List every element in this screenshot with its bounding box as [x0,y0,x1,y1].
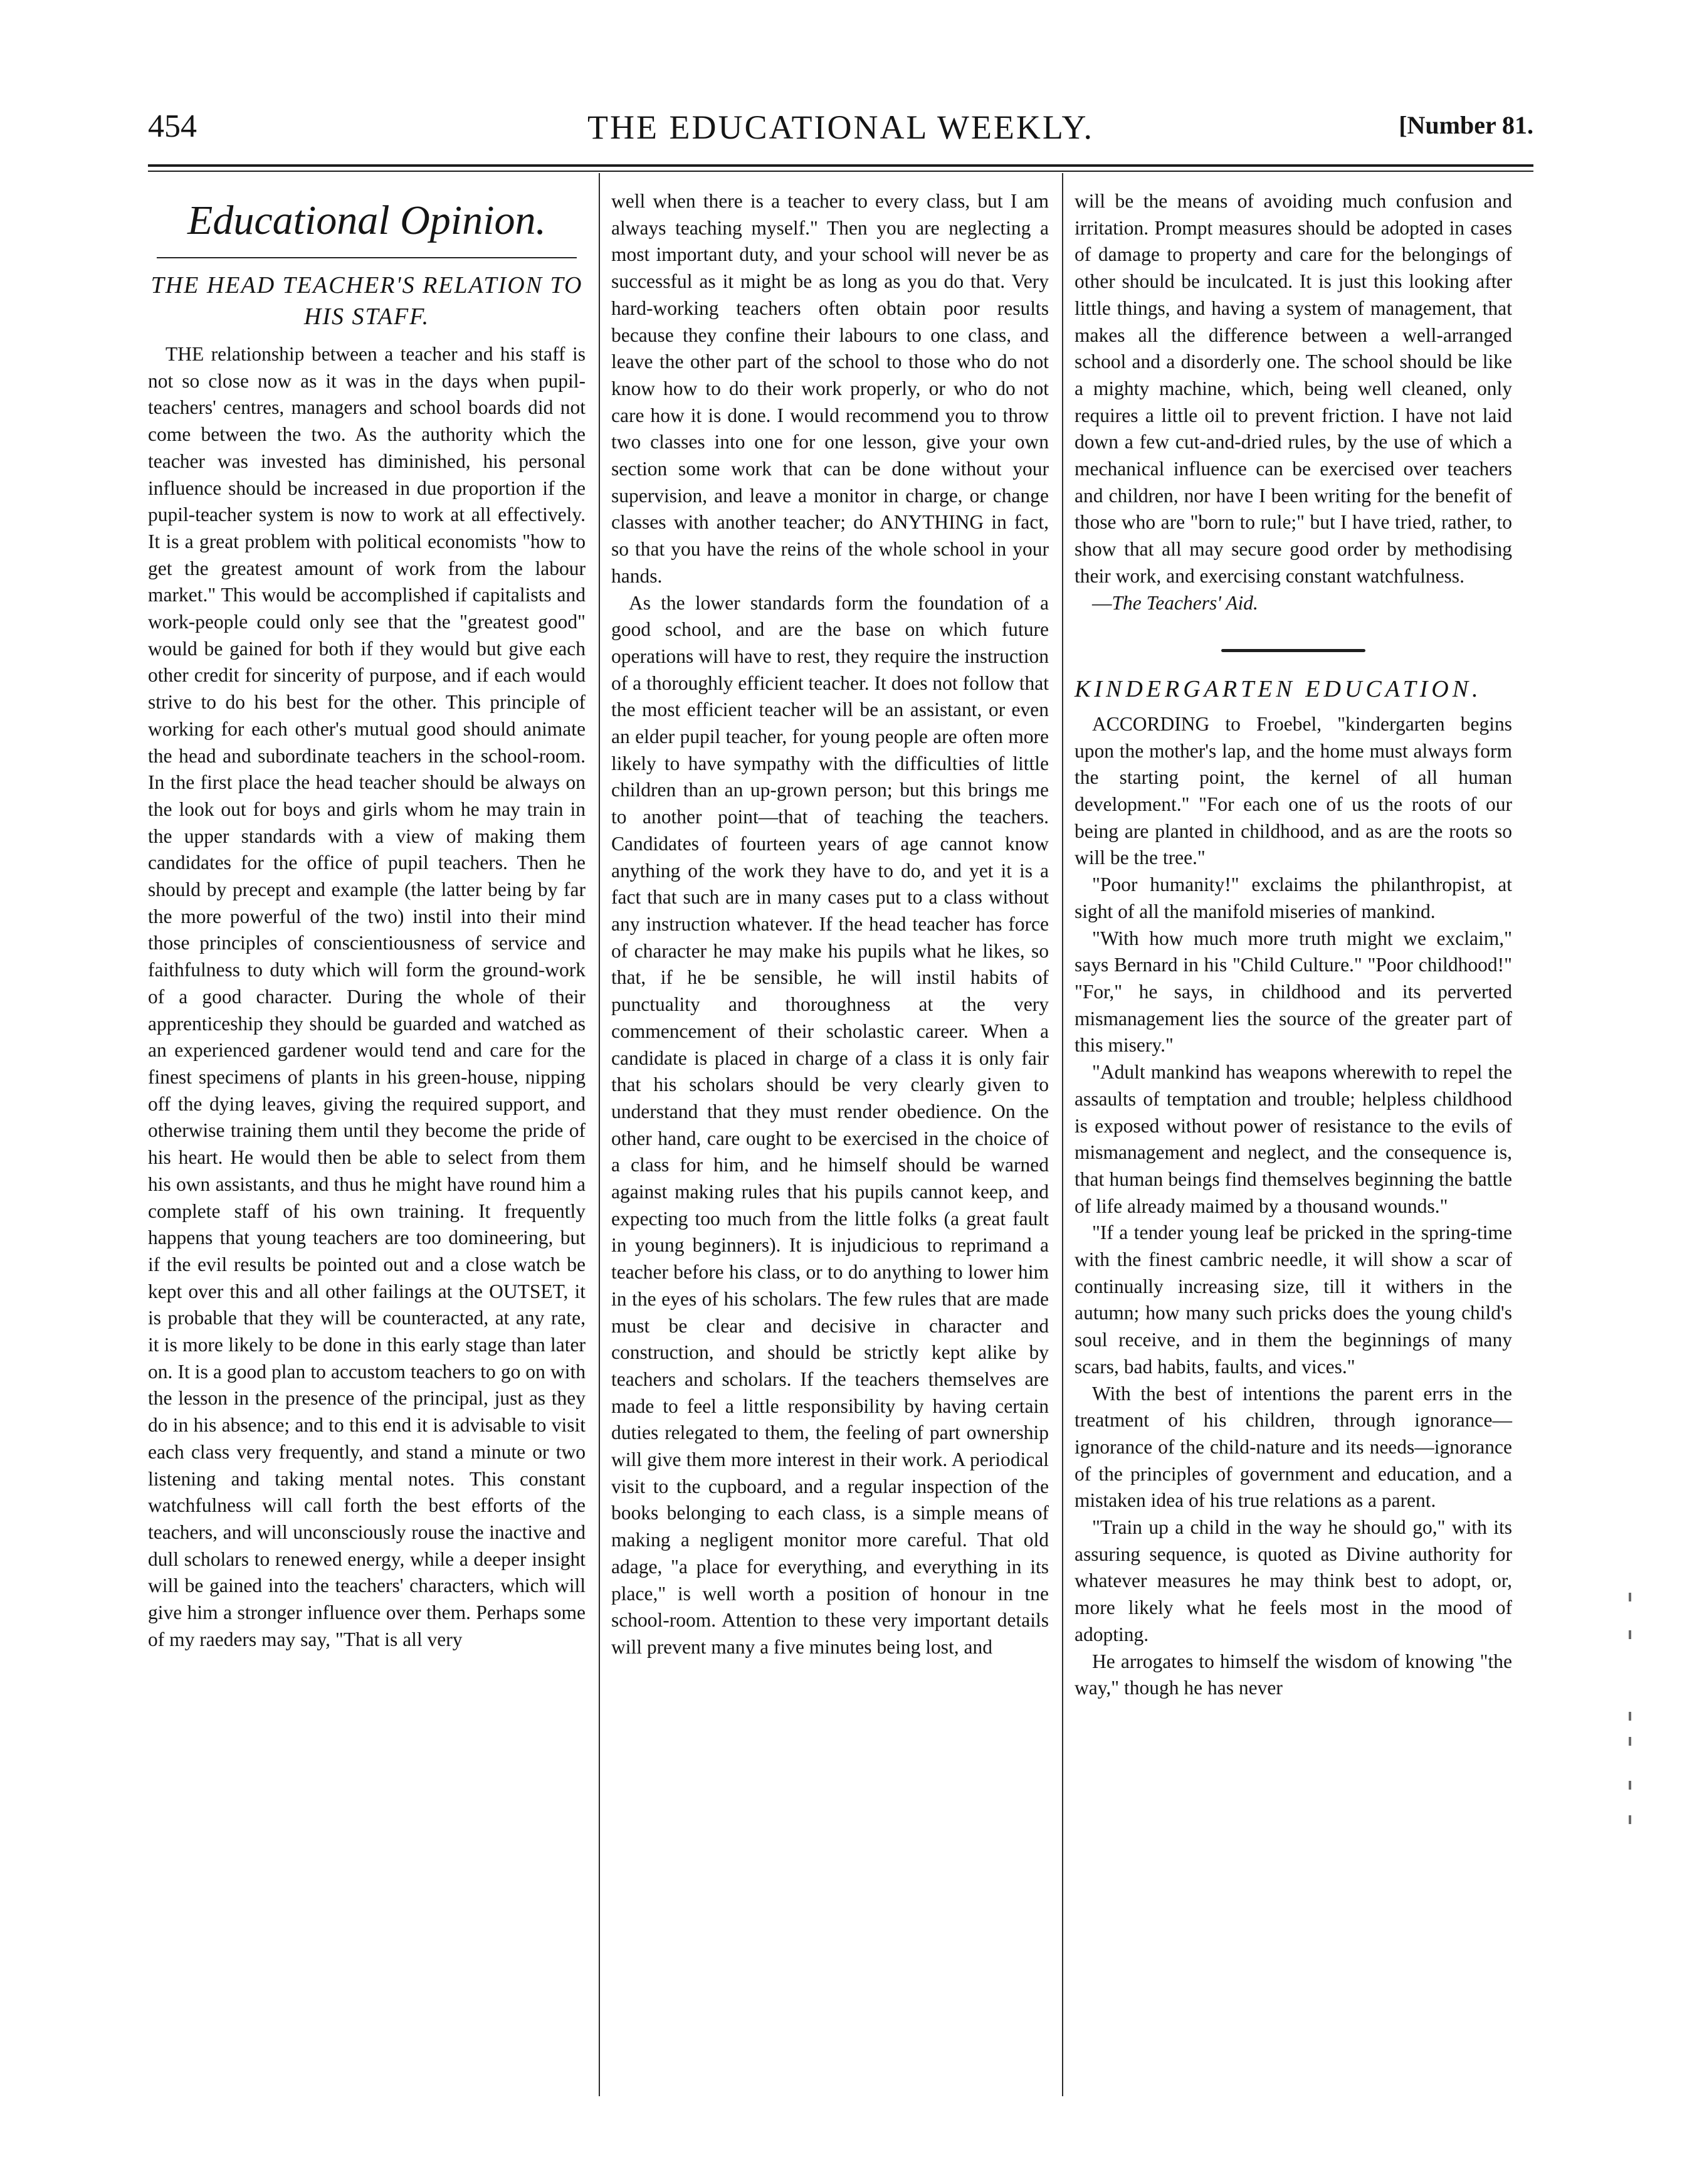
article-paragraph: He arrogates to himself the wisdom of knowing "the way," though he has never [1075,1650,1512,1699]
article-title-kindergarten: KINDERGARTEN EDUCATION. [1075,675,1482,702]
article-paragraph: will be the means of avoiding much confusion and irritation. Prompt measures should be adopted in cases of damage to property and care for the belongings of other should be inculcated. It is just this looking after little things, and having a system of management, that makes all the difference between a well-arranged school and a disorderly one. The school should be like a mighty machine, which, being well cleaned, only requires a little oil to prevent friction. I have not laid down a few cut-and-dried rules, by the use of which a mechanical influence can be exercised over teachers and children, nor have I been writing for the benefit of those who are "born to rule;" but I have tried, rather, to show that all may secure good order by methodising their work, and exercising constant watchfulness. [1075,190,1512,587]
article-paragraph: "If a tender young leaf be pricked in the spring-time with the finest cambric needle, it will show a scar of continually increasing size, till it withers in the autumn; how many such pricks does the young child's soul receive, and in them the beginnings of many scars, bad habits, faults, and vices." [1075,1221,1512,1378]
source-dash: — [1092,591,1112,614]
article-paragraph: As the lower standards form the foundation of a good school, and are the base on which future operations will have to rest, they require the instruction of a thoroughly efficient teacher. It does not follow that the most efficient teacher will be an assistant, or even an elder pupil teacher, for young people are often more likely to have sympathy with the difficulties of little children than an up-grown person; but this brings me to another point—that of teaching the teachers. Candidates of fourteen years of age cannot know anything of the work they have to do, and yet it is a fact that such are in many cases put to a class without any instruction whatever. If the head teacher has force of character he may make his pupils what he likes, so that, if he be sensible, he will instil habits of punctuality and thoroughness at the very commencement of their scholastic career. When a candidate is placed in charge of a class it is only fair that his scholars should be very clearly given to understand that they must render obedience. On the other hand, care ought to be exercised in the choice of a class for him, and he himself should be warned against making rules that his pupils cannot keep, and expecting too much from the little folks (a great fault in young beginners). It is injudicious to reprimand a teacher before his class, or to do anything to lower him in the eyes of his scholars. The few rules that are made must be clear and decisive in character and construction, and should be strictly kept alike by teachers and scholars. If the teachers themselves are made to feel a little responsibility by having certain duties relegated to them, the feeling of part ownership will give them more interest in their work. A periodical visit to the cupboard, and a regular inspection of the books belonging to each class, is a simple means of making a negligent monitor more careful. That old adage, "a place for everything, and everything in its place," is well worth a position of honour in tne school-room. Attention to these very important details will prevent many a five minutes being lost, and [611,591,1049,1658]
page-header [148,108,1533,152]
heading-separator-rule [157,257,577,258]
article-title-head-teacher: THE HEAD TEACHER'S RELATION TO HIS STAFF. [150,272,583,330]
column-2 [611,188,1049,1661]
section-ornament-rule [1075,633,1512,660]
article-paragraph: With the best of intentions the parent errs in the treatment of his children, through ignorance—ignorance of the child-nature and its needs—ignorance of the principles of government and education, and a mistaken idea of his true relations as a parent. [1075,1382,1512,1512]
header-rule-thick [148,164,1533,167]
page-number: 454 [148,108,197,144]
article-source [1075,590,1512,617]
column-3 [1075,188,1512,1702]
article-paragraph: "Train up a child in the way he should go," with its assuring sequence, is quoted as Divine authority for whatever measures he may think best to adopt, or, more likely what he feels most in the mood of adopting. [1075,1516,1512,1645]
article-paragraph: well when there is a teacher to every class, but I am always teaching myself." Then you are neglecting a most important duty, and your school will never be as successful as it might be as long as you do that. Very hard-working teachers often obtain poor results because they confine their labours to one class, and leave the other part of the school to those who do not know how to do their work properly, or who do not care how it is done. I would recommend you to throw two classes into one for one lesson, give your own section some work that can be done without your supervision, and leave a monitor in charge, or change classes with another teacher; do ANYTHING in fact, so that you have the reins of the whole school in your hands. [611,190,1049,587]
column-1 [148,188,586,1653]
scan-margin-specks [1629,1593,1641,1831]
column-divider-1 [599,173,600,2096]
header-rule-thin [148,171,1533,172]
section-heading: Educational Opinion. [187,198,546,243]
journal-title: THE EDUCATIONAL WEEKLY. [587,108,1094,146]
column-divider-2 [1062,173,1063,2096]
article-paragraph: "Poor humanity!" exclaims the philanthropist, at sight of all the manifold miseries of mankind. [1075,873,1512,922]
article-paragraph: "Adult mankind has weapons wherewith to repel the assaults of temptation and trouble; helpless childhood is exposed without power of resistance to the evils of mismanagement and neglect, and the consequence is, that human beings find themselves beginning the battle of life already maimed by a thousand wounds." [1075,1061,1512,1217]
source-title: The Teachers' Aid. [1112,591,1258,614]
article-paragraph: "With how much more truth might we exclaim," says Bernard in his "Child Culture." "Poor childhood!" "For," he says, in childhood and its perverted mismanagement lies the source of the greater part of this misery." [1075,927,1512,1057]
article-paragraph: THE relationship between a teacher and his staff is not so close now as it was in the days when pupil-teachers' centres, managers and school boards did not come between the two. As the authority which the teacher was invested has diminished, his personal influence should be increased in due proportion if the pupil-teacher system is now to work at all effectively. It is a great problem with political economists "how to get the greatest amount of work from the labour market." This would be accomplished if capitalists and work-people could only see that the "greatest good" would be gained for both if they would but give each other credit for sincerity of purpose, and if each would strive to do his best for the other. This principle of working for each other's mutual good should animate the head and subordinate teachers in the school-room. In the first place the head teacher should be always on the look out for boys and girls whom he may train in the upper standards with a view of making them candidates for the office of pupil teachers. Then he should by precept and example (the latter being by far the more powerful of the two) instil into their mind those principles of conscientiousness of service and faithfulness to duty which will form the ground-work of a good character. During the whole of their apprenticeship they should be guarded and watched as an experienced gardener would tend and care for the finest specimens of plants in his green-house, nipping off the dying leaves, giving the required support, and otherwise training them until they become the pride of his heart. He would then be able to select from them his own assistants, and thus he might have round him a complete staff of his own training. It frequently happens that young teachers are too domineering, but if the evil results be pointed out and a close watch be kept over this and all other failings at the OUTSET, it is probable that they will be counteracted, at any rate, it is more likely to be done in this early stage than later on. It is a good plan to accustom teachers to go on with the lesson in the presence of the principal, just as they do in his absence; and to this end it is advisable to visit each class very frequently, and stand a minute or two listening and taking mental notes. This constant watchfulness will call forth the best efforts of the teachers, and will unconsciously rouse the inactive and dull scholars to renewed energy, while a deeper insight will be gained into the teachers' characters, which will give him a stronger influence over them. Perhaps some of my raeders may say, "That is all very [148,343,586,1650]
issue-number: [Number 81. [1399,111,1533,139]
article-paragraph: ACCORDING to Froebel, "kindergarten begins upon the mother's lap, and the home must always form the starting point, the kernel of all human development." "For each one of us the roots of our being are planted in childhood, and as are the roots so will be the tree." [1075,712,1512,869]
